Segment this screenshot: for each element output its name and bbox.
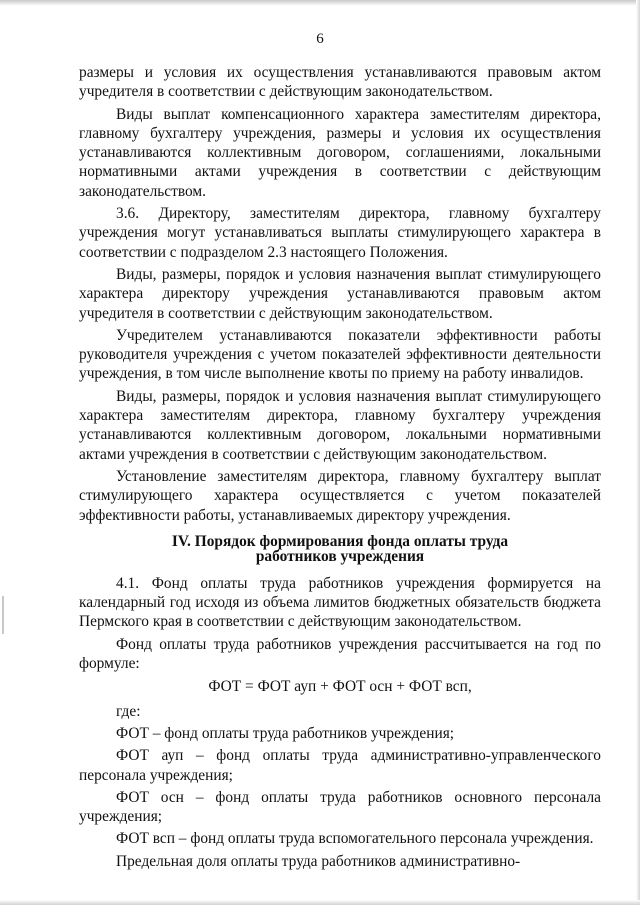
paragraph: 3.6. Директору, заместителям директора, главному бухгалтеру учреждения могут устанавливаться выплаты стимулирующего характера в соответствии с подразделом 2.3 настоящего Положения. — [79, 205, 601, 261]
section-heading-line: работников учреждения — [255, 547, 425, 565]
paragraph: Установление заместителям директора, главному бухгалтеру выплат стимулирующего характера осуществляется с учетом показателей эффективности работы, устанавливаемых директору учреждения. — [79, 467, 601, 524]
definition-item: ФОТ всп – фонд оплаты труда вспомогательного персонала учреждения. — [116, 830, 594, 848]
scan-edge-top — [0, 0, 640, 6]
paragraph: размеры и условия их осуществления устанавливаются правовым актом учредителя в соответствии с действующим законодательством. — [79, 64, 601, 101]
section-heading-line: IV. Порядок формирования фонда оплаты труда — [171, 532, 509, 550]
scan-edge-right — [636, 0, 640, 905]
paragraph: Виды, размеры, порядок и условия назначения выплат стимулирующего характера заместителям директора, главному бухгалтеру учреждения устанавливаются коллективным договором, локальными нормативными актами учреждения в соответствии с действующим законодательством. — [79, 387, 601, 463]
paragraph: Предельная доля оплаты труда работников административно- — [116, 852, 521, 870]
scan-edge-bottom — [0, 900, 640, 905]
where-label: где: — [116, 702, 141, 720]
page-number: 6 — [316, 31, 324, 47]
definition-item: ФОТ ауп – фонд оплаты труда административно-управленческого персонала учреждения; — [79, 747, 601, 784]
paragraph: 4.1. Фонд оплаты труда работников учреждения формируется на календарный год исходя из объема лимитов бюджетных обязательств бюджета Пермского края в соответствии с действующим законодательством. — [79, 574, 601, 631]
paragraph: Фонд оплаты труда работников учреждения рассчитывается на год по формуле: — [79, 635, 601, 673]
scan-edge-mark — [2, 596, 4, 634]
section-heading — [79, 534, 601, 564]
paragraph: Учредителем устанавливаются показатели эффективности работы руководителя учреждения с учетом показателей эффективности деятельности учреждения, в том числе выполнение квоты по приему на работу инвалидов. — [79, 326, 601, 383]
document-body — [79, 63, 601, 874]
paragraph: Виды, размеры, порядок и условия назначения выплат стимулирующего характера директору учреждения устанавливаются правовым актом учредителя в соответствии с действующим законодательством. — [79, 265, 601, 322]
paragraph: Виды выплат компенсационного характера заместителям директора, главному бухгалтеру учреждения, размеры и условия их осуществления устанавливаются коллективным договором, соглашениями, локальными нормативными актами учреждения в соответствии с действующим законодательством. — [79, 105, 601, 200]
definition-item: ФОТ осн – фонд оплаты труда работников основного персонала учреждения; — [79, 788, 601, 826]
definition-item: ФОТ – фонд оплаты труда работников учреждения; — [116, 724, 455, 742]
formula: ФОТ = ФОТ ауп + ФОТ осн + ФОТ всп, — [208, 678, 472, 696]
